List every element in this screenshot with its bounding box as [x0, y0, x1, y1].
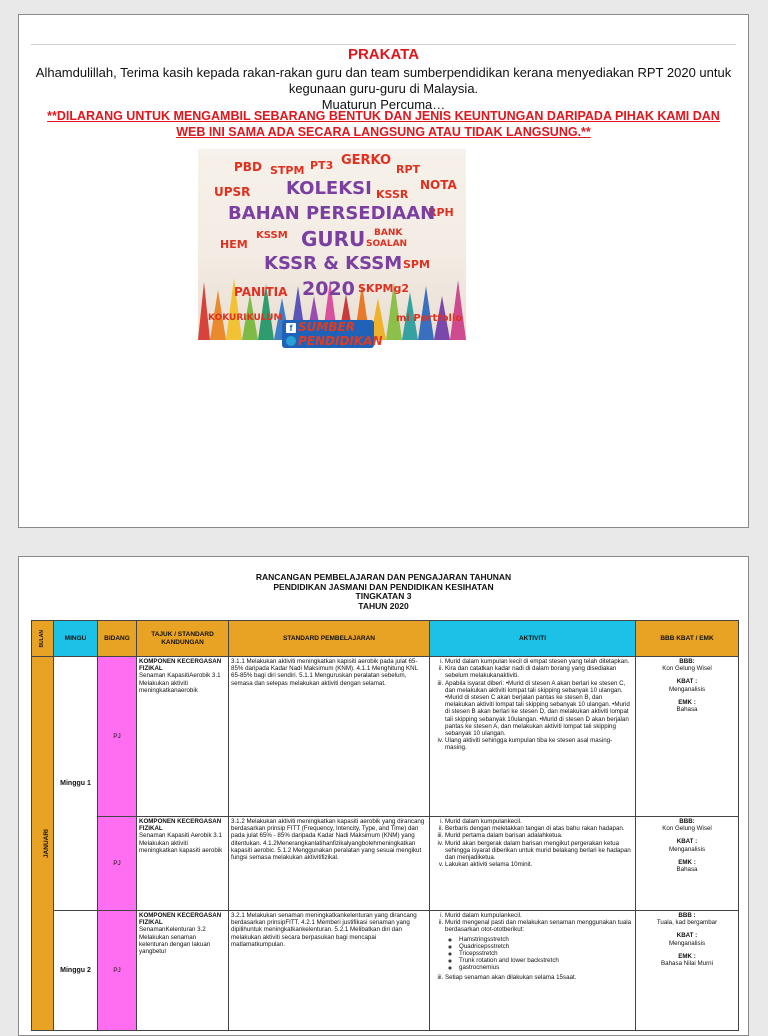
emk-value: Bahasa Nilai Murni	[661, 960, 713, 968]
poster-title-2020: 2020	[302, 278, 355, 300]
poster-title-kssr-kssm: KSSR & KSSM	[264, 253, 403, 274]
minggu-cell: Minggu 1	[54, 657, 98, 911]
standard-cell: 3.1.2 Melakukan aktiviti meningkatkan kapasiti aerobik yang dirancang berdasarkan prinsip FITT (Frequency, Intencity, Type, and Time) dan pada julat 65% - 85% daripada Kadar Nadi Maksimum (KNM) yang ditentukan. 4.1.2Menerangkanlatihanfizikalyangbolehmeningkatkan kapasiti aerobic. 5.1.2 Menggunakan peralatan yang sesuai mengikut fungsi semasa melakukan aktivitifizikal.	[229, 817, 430, 911]
poster-title-bahan: BAHAN PERSEDIAAN	[228, 203, 436, 224]
kbat-label: KBAT :	[676, 678, 698, 686]
badge-text-sumber: SUMBER	[298, 320, 355, 334]
header-standard: STANDARD PEMBELAJARAN	[229, 621, 430, 657]
bbb-cell	[636, 911, 739, 1031]
stretch-item: ◦ gastrocnemius	[459, 964, 633, 971]
emk-label: EMK :	[678, 858, 696, 866]
bulan-label: JANUARI	[42, 829, 50, 858]
stretch-item: ◦ Quadricepsstretch	[459, 943, 633, 950]
warning-line-2: WEB INI SAMA ADA SECARA LANGSUNG ATAU TIDAK LANGSUNG.**	[176, 125, 591, 139]
kbat-value: Menganalisis	[668, 845, 706, 853]
aktiviti-item: ii. Berbaris dengan meletakkan tangan di atas bahu rakan hadapan.	[445, 825, 633, 832]
poster-word-kokurikulum: KOKURIKULUM	[208, 313, 283, 323]
poster-word-kssr: KSSR	[376, 188, 409, 201]
aktiviti-item: ii. Kira dan catatkan kadar nadi di dalam borang yang disediakan sebelum melakukanaktiviti.	[445, 665, 633, 679]
rpt-title	[19, 573, 748, 611]
kbat-label: KBAT :	[676, 932, 698, 940]
header-tajuk: TAJUK / STANDARD KANDUNGAN	[137, 621, 229, 657]
poster-word-upsr: UPSR	[214, 185, 251, 199]
aktiviti-item: iii. Apabila isyarat diberi: •Murid di stesen A akan berlari ke stesen C, dan melakukan aktiviti lompat tali skipping sebanyak 10 ulangan. •Murid di stesen C akan berjalan pantas ke stesen B, dan melakukan aktiviti lompat tali skipping sebanyak 10 ulangan. •Murid di stesen B akan berlari ke stesen D, dan melakukan aktiviti lompat tali skipping sebanyak 10ulangan. •Murid di stesen D akan berjalan pantas ke stesen A, dan melakukan aktiviti lompat tali skipping sebanyak 10 ulangan.	[445, 680, 633, 738]
poster-word-nota: NOTA	[420, 178, 457, 192]
kbat-value: Menganalisis	[668, 685, 706, 693]
tajuk-title: KOMPONEN KECERGASAN FIZIKAL	[139, 818, 222, 833]
prakata-heading: PRAKATA	[347, 46, 420, 63]
aktiviti-item: i. Murid dalam kumpulankecil.	[445, 912, 633, 919]
stretch-item: ◦ Tricepsstretch	[459, 950, 633, 957]
rpt-title-line-3: TINGKATAN 3	[355, 591, 412, 601]
emk-value: Bahasa	[676, 706, 698, 714]
poster-word-bank: BANK	[374, 228, 403, 238]
standard-cell: 3.2.1 Melakukan senaman meningkatkankelenturan yang dirancang berdasarkan prinsipFITT. 4.2.1 Memberi justifikasi senaman yang dipilihuntuk meningkatkankelenturan. 5.2.1 Melibatkan diri dan melakukan aktiviti secara berpasukan bagi mencapai matlamatkumpulan.	[229, 911, 430, 1031]
poster-word-spm: SPM	[403, 258, 430, 271]
aktiviti-item: iv. Murid akan bergerak dalam barisan mengikut pergerakan ketua sehingga isyarat diberikan untuk murid belakang berlari ke hadapan dan menjadiketua.	[445, 840, 633, 862]
tajuk-body: Senaman Kapasiti Aerobik 3.1 Melakukan aktiviti meningkatkan kapasiti aerobik	[139, 832, 223, 854]
poster-word-rph: RPH	[428, 206, 454, 219]
bidang-cell: PJ	[98, 657, 137, 817]
tajuk-cell	[137, 911, 229, 1031]
intro-line-1: Alhamdulillah, Terima kasih kepada rakan-rakan guru dan team sumberpendidikan kerana menyediakan RPT 2020 untuk	[35, 65, 732, 80]
poster-word-pbd: PBD	[234, 160, 262, 174]
poster-title-koleksi: KOLEKSI	[286, 178, 372, 199]
bbb-value: Kon Gelung Wisel	[662, 825, 712, 833]
table-row	[32, 657, 739, 817]
koleksi-poster	[198, 149, 466, 348]
warning-line-1: **DILARANG UNTUK MENGAMBIL SEBARANG BENTUK DAN JENIS KEUNTUNGAN DARIPADA PIHAK KAMI DAN	[47, 109, 720, 123]
poster-word-hem: HEM	[220, 238, 248, 251]
table-header-row	[32, 621, 739, 657]
tajuk-cell	[137, 657, 229, 817]
poster-word-pt3: PT3	[310, 159, 334, 172]
rpt-table	[31, 620, 739, 1031]
emk-label: EMK :	[678, 698, 696, 706]
tajuk-body: Senaman KapasitiAerobik 3.1 Melakukan aktiviti meningkatkanaerobik	[139, 672, 221, 694]
aktiviti-item: ii. Murid mengenal pasti dan melakukan senaman menggunakan tuala berdasarkan otot-ototberikut: ◦ Hamstringsstretch ◦ Quadricepsstretch ◦ Tricepsstretch ◦ Trunk rotation and lower backstretch ◦ gastrocnemius	[445, 919, 633, 971]
aktiviti-item: iv. Ulang aktiviti sehingga kumpulan tiba ke stesen asal masing-masing.	[445, 737, 633, 751]
aktiviti-item: i. Murid dalam kumpulan kecil di empat stesen yang telah ditetapkan.	[445, 658, 633, 665]
bidang-cell: PJ	[98, 911, 137, 1031]
aktiviti-item: iii. Setiap senaman akan dilakukan selama 15saat.	[445, 974, 633, 981]
page-prakata	[18, 14, 749, 528]
poster-word-rpt: RPT	[396, 163, 421, 176]
tajuk-cell	[137, 817, 229, 911]
warning-notice	[29, 108, 738, 140]
header-rule	[31, 44, 736, 45]
minggu-cell: Minggu 2	[54, 911, 98, 1031]
aktiviti-item: v. Lakukan aktiviti selama 10minit.	[445, 861, 633, 868]
table-row	[32, 817, 739, 911]
intro-line-2: kegunaan guru-guru di Malaysia.	[288, 81, 479, 96]
stretch-item: ◦ Trunk rotation and lower backstretch	[459, 957, 633, 964]
poster-word-skpmg2: SKPMg2	[358, 282, 409, 295]
emk-label: EMK :	[678, 952, 696, 960]
badge-text-pendidikan: PENDIDIKAN	[298, 334, 383, 348]
aktiviti-item: iii. Murid pertama dalam barisan adalahketua.	[445, 832, 633, 839]
bbb-label: BBB:	[679, 818, 695, 825]
bulan-cell	[32, 657, 54, 1031]
kbat-value: Menganalisis	[668, 939, 706, 947]
header-bulan: BULAN	[32, 621, 54, 657]
emk-value: Bahasa	[676, 866, 698, 874]
poster-word-panitia: PANITIA	[234, 285, 288, 299]
poster-word-stpm: STPM	[270, 164, 305, 177]
facebook-icon: f	[286, 323, 296, 333]
bbb-label: BBB :	[678, 912, 696, 919]
bbb-label: BBB:	[679, 658, 695, 665]
bidang-cell: PJ	[98, 817, 137, 911]
poster-word-kssm: KSSM	[256, 230, 288, 241]
header-aktiviti: AKTIVITI	[430, 621, 636, 657]
header-bbb: BBB KBAT / EMK	[636, 621, 739, 657]
table-row	[32, 911, 739, 1031]
header-mingu: MINGU	[54, 621, 98, 657]
stretch-list	[445, 936, 633, 972]
bbb-value: Kon Gelung Wisel	[662, 665, 712, 673]
poster-word-portfolio: mi Portfolio	[396, 313, 463, 324]
bbb-cell	[636, 817, 739, 911]
poster-word-soalan: SOALAN	[366, 239, 408, 249]
rpt-title-line-2: PENDIDIKAN JASMANI DAN PENDIDIKAN KESIHATAN	[273, 581, 494, 592]
telegram-icon	[286, 336, 296, 346]
poster-title-guru: GURU	[301, 227, 366, 251]
rpt-title-line-4: TAHUN 2020	[358, 600, 409, 611]
tajuk-title: KOMPONEN KECERGASAN FIZIKAL	[139, 658, 222, 673]
stretch-item: ◦ Hamstringsstretch	[459, 936, 633, 943]
bbb-value: Tuala, kad bergambar	[656, 919, 718, 927]
aktiviti-cell	[430, 911, 636, 1031]
aktiviti-cell	[430, 817, 636, 911]
intro-text	[33, 65, 734, 113]
aktiviti-item: i. Murid dalam kumpulankecil.	[445, 818, 633, 825]
tajuk-title: KOMPONEN KECERGASAN FIZIKAL	[139, 912, 222, 927]
intro-line-3: Muaturun Percuma…	[321, 97, 446, 112]
aktiviti-cell	[430, 657, 636, 817]
header-bidang: BIDANG	[98, 621, 137, 657]
bbb-cell	[636, 657, 739, 817]
poster-word-gerko: GERKO	[341, 153, 392, 168]
kbat-label: KBAT :	[676, 838, 698, 846]
rpt-title-line-1: RANCANGAN PEMBELAJARAN DAN PENGAJARAN TAHUNAN	[255, 572, 512, 582]
tajuk-body: SenamanKelenturan 3.2 Melakukan senaman kelenturan dengan lakuan yangbetul	[139, 926, 211, 956]
page-rpt	[18, 556, 749, 1036]
standard-cell: 3.1.1 Melakukan aktiviti meningkatkan kapisiti aerobik pada julat 65-85% daripada Kadar Nadi Maksimum (KNM). 4.1.1 Menghitung KNL 65-85% bagi diri sendiri. 5.1.1 Menguruskan peralatan sebelum, semasa dan selepas melakukan aktiviti dengan selamat.	[229, 657, 430, 817]
